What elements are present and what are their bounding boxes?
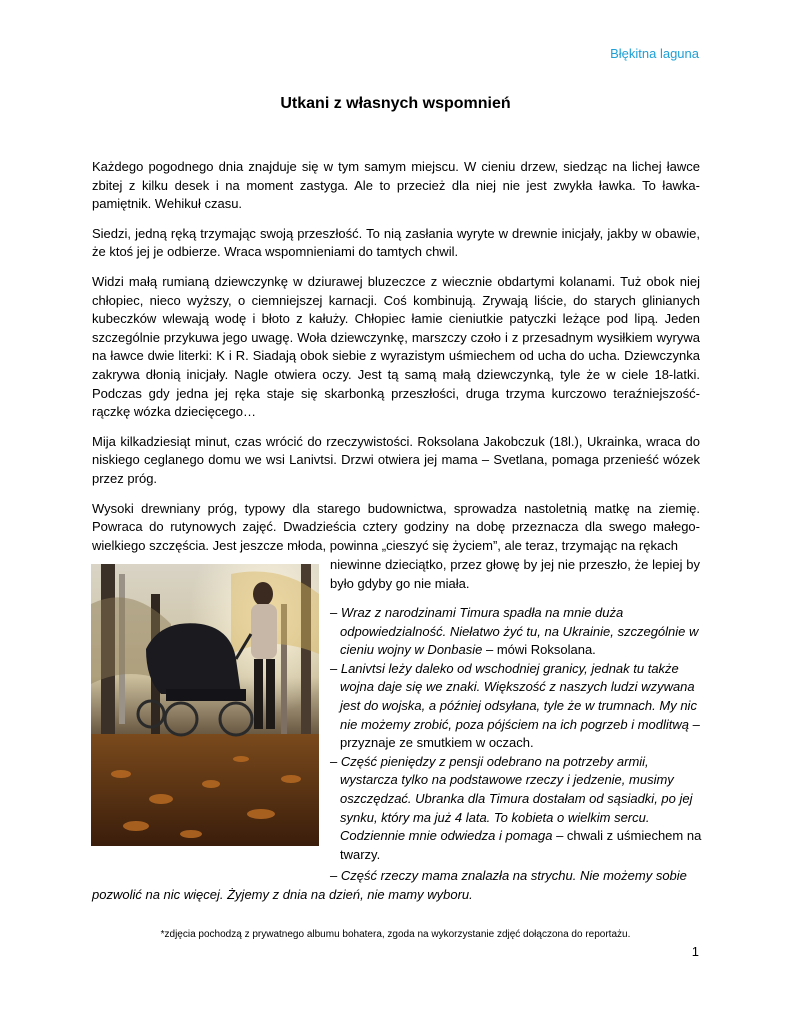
quote-3-attribution: – chwali z uśmiechem na twarzy.	[340, 828, 702, 862]
paragraph-3: Widzi małą rumianą dziewczynkę w dziurawej bluzeczce z wiecznie obdartymi kolanami. Tuż obok niej chłopiec, nieco wyższy, o ciemniejszej karnacji. Coś kombinują. Zrywają liście, do starych glinianych kubeczków wlewają wodę i błoto z kałuży. Chłopiec łamie cieniutkie patyczki leżące pod lipą. Jeden szczególnie przykuwa jego uwagę. Woła dziewczynkę, marszczy czoło i z przesadnym wysiłkiem wyrywa na ławce dwie literki: K i R. Siadają obok siebie z wyrazistym uśmiechem od ucha do ucha. Dziewczynka zakrywa dłonią inicjały. Nagle otwiera oczy. Jest tą samą małą dziewczynką, tyle że w ciele 18-latki. Podczas gdy jedna jej ręka staje się skarbonką przeszłości, druga trzyma kurczowo teraźniejszość- rączkę wózka dziecięcego…	[92, 273, 700, 420]
quote-1	[330, 604, 702, 660]
mother-with-pram-photo	[91, 564, 319, 846]
quote-1-attribution: – mówi Roksolana.	[482, 642, 596, 658]
section-header: Błękitna laguna	[610, 46, 699, 61]
quote-2-italic: – Lanivtsi leży daleko od wschodniej granicy, jednak tu także wojna daje się we znaki. Większość z naszych ludzi wzywana jest do wojska, a później odsyłana, tyle że w trumnach. My nic nie możemy zrobić, poza pójściem na ich pogrzeb i modlitwą	[330, 660, 697, 732]
photo-footnote: *zdjęcia pochodzą z prywatnego albumu bohatera, zgoda na wykorzystanie zdjęć dołączona do reportażu.	[160, 929, 631, 940]
quote-2	[330, 660, 702, 753]
quote-2-attribution: – przyznaje ze smutkiem w oczach.	[340, 716, 700, 751]
paragraph-2: Siedzi, jedną ręką trzymając swoją przeszłość. To nią zasłania wyryte w drewnie inicjały, jakby w obawie, że ktoś jej je odbierze. Wraca wspomnieniami do tamtych chwil.	[92, 225, 700, 260]
wrapped-paragraph	[330, 556, 700, 593]
final-quote-line-1: – Część rzeczy mama znalazła na strychu. Nie możemy sobie	[330, 868, 687, 883]
article-body	[92, 158, 700, 555]
paragraph-1: Każdego pogodnego dnia znajduje się w tym samym miejscu. W cieniu drzew, siedząc na lichej ławce zbitej z kilku desek i na moment zastyga. Ale to przecież dla niej nie jest zwykła ławka. To ławka-pamiętnik. Wehikuł czasu.	[92, 159, 700, 212]
dialogue-block	[330, 604, 702, 864]
final-quote-line-2: pozwolić na nic więcej. Żyjemy z dnia na dzień, nie mamy wyboru.	[92, 886, 473, 902]
quote-3-italic: – Część pieniędzy z pensji odebrano na potrzeby armii, wystarcza tylko na podstawowe rzeczy i jedzenie, musimy oszczędzać. Ubranka dla Timura dostałam od sąsiadki, po jej synku, który ma już 4 lata. To kobieta o wielkim sercu. Codziennie mnie odwiedza i pomaga	[330, 753, 693, 844]
quote-1-italic: – Wraz z narodzinami Timura spadła na mnie duża odpowiedzialność. Niełatwo żyć tu, na Ukrainie, szczególnie w cieniu wojny w Donbasie	[330, 605, 699, 658]
quote-3	[330, 753, 702, 865]
paragraph-4: Mija kilkadziesiąt minut, czas wrócić do rzeczywistości. Roksolana Jakobczuk (18l.), Ukrainka, wraca do niskiego ceglanego domu we wsi Lanivtsi. Drzwi otwiera jej mama – Svetlana, pomaga przenieść wózek przez próg.	[92, 433, 700, 486]
paragraph-5: Wysoki drewniany próg, typowy dla starego budownictwa, sprowadza nastoletnią matkę na ziemię. Powraca do rutynowych zajęć. Dwadzieścia cztery godziny na dobę przeznacza dla swego małego-wielkiego szczęścia. Jest jeszcze młoda, powinna „cieszyć się życiem”, ale teraz, trzymając na rękach	[92, 500, 700, 553]
wrapped-text: niewinne dzieciątko, przez głowę by jej nie przeszło, że lepiej by było gdyby go nie miała.	[330, 557, 700, 591]
final-quote	[92, 867, 700, 904]
article-title: Utkani z własnych wspomnień	[280, 95, 511, 112]
page-number: 1	[691, 944, 699, 959]
